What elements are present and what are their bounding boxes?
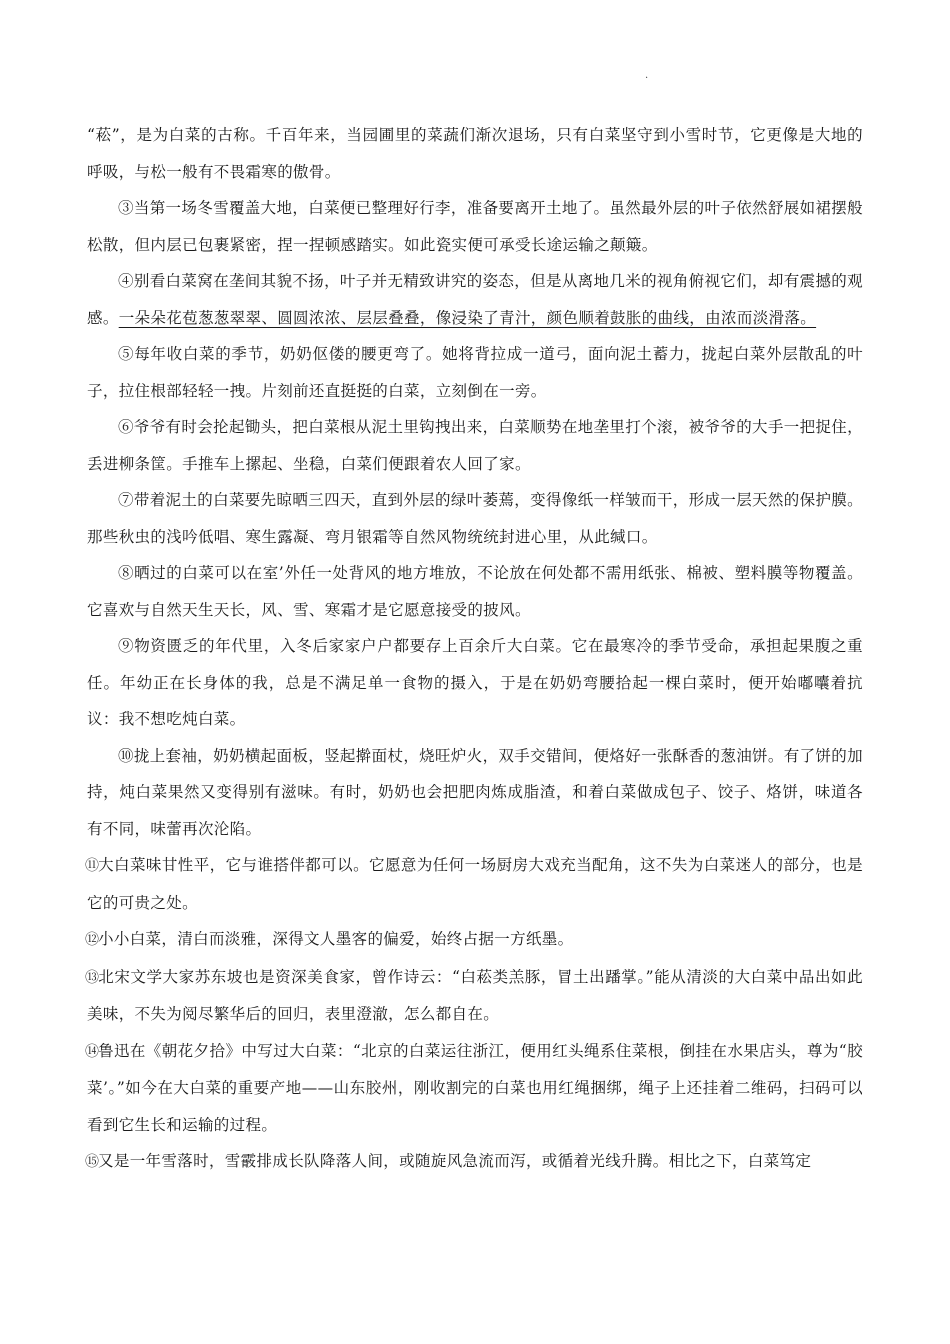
paragraph-number: ⑭ <box>85 1043 99 1060</box>
paragraph-text: 又是一年雪落时，雪霰排成长队降落人间，或随旋风急流而泻，或循着光线升腾。相比之下，白菜笃定 <box>98 1152 812 1170</box>
article-body <box>87 117 863 1181</box>
paragraph-text: ⑥爷爷有时会抡起锄头，把白菜根从泥土里钩拽出来，白菜顺势在地垄里打个滚，被爷爷的大手一把捉住，丢进柳条筐。手推车上摞起、坐稳，白菜们便跟着农人回了家。 <box>87 418 863 473</box>
paragraph-text: 小小白菜，清白而淡雅，深得文人墨客的偏爱，始终占据一方纸墨。 <box>98 930 574 948</box>
header-mark: . <box>645 70 649 81</box>
paragraph-text: “菘”，是为白菜的古称。千百年来，当园圃里的菜蔬们渐次退场，只有白菜坚守到小雪时节，它更像是大地的呼吸，与松一般有不畏霜寒的傲骨。 <box>87 126 863 181</box>
underlined-sentence: 一朵朵花苞葱葱翠翠、圆圆浓浓、层层叠叠，像浸染了青汁，颜色顺着鼓胀的曲线，由浓而淡滑落。 <box>118 308 817 327</box>
paragraph-9 <box>87 628 863 738</box>
paragraph-4 <box>87 263 863 336</box>
paragraph-number: ⑫ <box>85 932 98 948</box>
paragraph-text: ⑩拢上套袖，奶奶横起面板，竖起擀面杖，烧旺炉火，双手交错间，便烙好一张酥香的葱油饼。有了饼的加持，炖白菜果然又变得别有滋味。有时，奶奶也会把肥肉炼成脂渣，和着白菜做成包子、饺子、烙饼，味道各有不同，味蕾再次沦陷。 <box>87 746 863 838</box>
paragraph-12 <box>87 921 863 959</box>
paragraph-13 <box>87 959 863 1033</box>
paragraph-5 <box>87 336 863 409</box>
paragraph-text: ⑦带着泥土的白菜要先晾晒三四天，直到外层的绿叶萎蔫，变得像纸一样皱而干，形成一层天然的保护膜。那些秋虫的浅吟低唱、寒生露凝、弯月银霜等自然风物统统封进心里，从此缄口。 <box>87 491 863 546</box>
paragraph-text: ④别看白菜窝在垄间其貌不扬，叶子并无精致讲究的姿态，但是从离地几米的视角俯视它们，却有震撼的观感。 <box>87 272 863 327</box>
paragraph-10 <box>87 738 863 848</box>
paragraph-3 <box>87 190 863 263</box>
paragraph-text: ⑧晒过的白菜可以在室’外任一处背风的地方堆放，不论放在何处都不需用纸张、棉被、塑料膜等物覆盖。它喜欢与自然天生天长，风、雪、寒霜才是它愿意接受的披风。 <box>87 564 863 619</box>
paragraph-text: 鲁迅在《朝花夕拾》中写过大白菜：“北京的白菜运往浙江，便用红头绳系住菜根，倒挂在水果店头，尊为“胶菜’。”如今在大白菜的重要产地——山东胶州，刚收割完的白菜也用红绳捆绑，绳子上还挂着二维码，扫码可以看到它生长和运输的过程。 <box>87 1041 863 1134</box>
paragraph-text: 北宋文学大家苏东坡也是资深美食家，曾作诗云：“白菘类羔豚，冒土出蹯掌。”能从清淡的大白菜中品出如此美味，不失为阅尽繁华后的回归，表里澄澈，怎么都自在。 <box>87 967 863 1023</box>
paragraph-number: ⑮ <box>85 1154 98 1170</box>
paragraph-text: ③当第一场冬雪覆盖大地，白菜便已整理好行李，准备要离开土地了。虽然最外层的叶子依然舒展如裙摆般松散，但内层已包裹紧密，捏一捏顿感踏实。如此瓷实便可承受长途运输之颠簸。 <box>87 199 863 254</box>
paragraph-11 <box>87 847 863 921</box>
paragraph-14 <box>87 1033 863 1144</box>
paragraph-number: ⑪ <box>85 858 99 874</box>
paragraph-15 <box>87 1143 863 1181</box>
paragraph-intro <box>87 117 863 190</box>
paragraph-text: 大白菜味甘性平，它与谁搭伴都可以。它愿意为任何一场厨房大戏充当配角，这不失为白菜迷人的部分，也是它的可贵之处。 <box>87 856 863 912</box>
paragraph-6 <box>87 409 863 482</box>
paragraph-7 <box>87 482 863 555</box>
paragraph-text: ⑤每年收白菜的季节，奶奶伛偻的腰更弯了。她将背拉成一道弓，面向泥土蓄力，拢起白菜外层散乱的叶子，拉住根部轻轻一拽。片刻前还直挺挺的白菜，立刻倒在一旁。 <box>87 345 863 400</box>
paragraph-number: ⑬ <box>85 969 99 986</box>
paragraph-text: ⑨物资匮乏的年代里，入冬后家家户户都要存上百余斤大白菜。它在最寒冷的季节受命，承担起果腹之重任。年幼正在长身体的我，总是不满足单一食物的摄入，于是在奶奶弯腰拾起一棵白菜时，便开始嘟囔着抗议：我不想吃炖白菜。 <box>87 637 863 728</box>
paragraph-8 <box>87 555 863 628</box>
